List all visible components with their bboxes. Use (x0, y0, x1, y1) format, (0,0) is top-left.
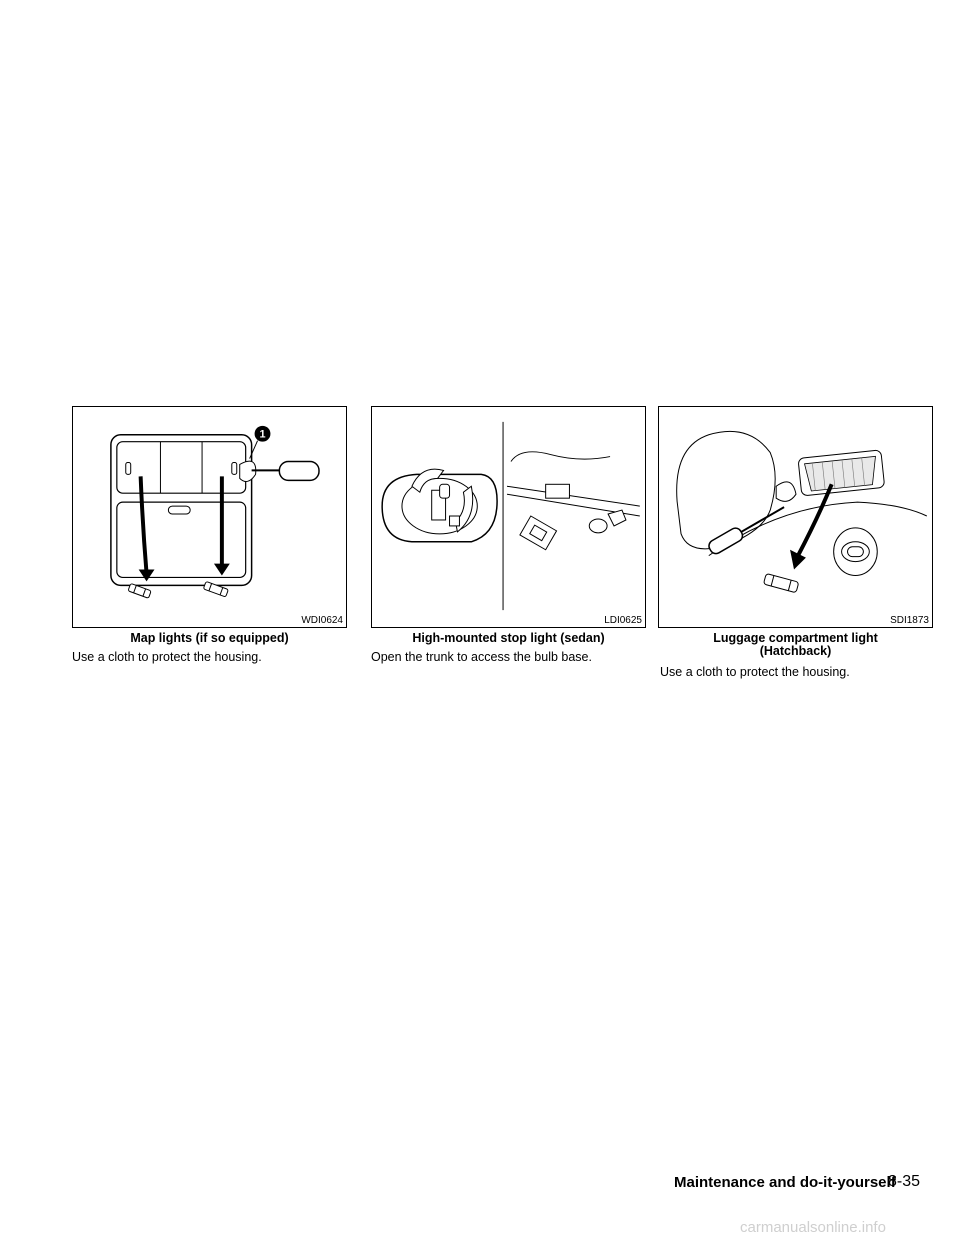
map-lights-illustration (73, 407, 346, 627)
figure-code: WDI0624 (301, 615, 343, 626)
footer-section-title: Maintenance and do-it-yourself (674, 1174, 896, 1191)
luggage-light-illustration (659, 407, 932, 627)
body-text: Use a cloth to protect the housing. (72, 650, 262, 664)
figure-caption: High-mounted stop light (sedan) (412, 631, 605, 645)
figure-caption (658, 632, 933, 658)
caption-line: (Hatchback) (759, 644, 832, 658)
body-text: Open the trunk to access the bulb base. (371, 650, 592, 664)
figure-code: SDI1873 (890, 615, 929, 626)
figure-map-lights (72, 406, 347, 628)
caption-line: Luggage compartment light (713, 631, 878, 645)
figure-caption: Map lights (if so equipped) (130, 631, 289, 645)
stop-light-illustration (372, 407, 645, 627)
footer-page-number: 8-35 (888, 1173, 921, 1190)
watermark: carmanualsonline.info (740, 1219, 886, 1236)
figure-stop-light (371, 406, 646, 628)
body-text: Use a cloth to protect the housing. (660, 665, 850, 679)
figure-luggage-light (658, 406, 933, 628)
callout-number: 1 (259, 428, 266, 441)
figure-code: LDI0625 (604, 615, 642, 626)
